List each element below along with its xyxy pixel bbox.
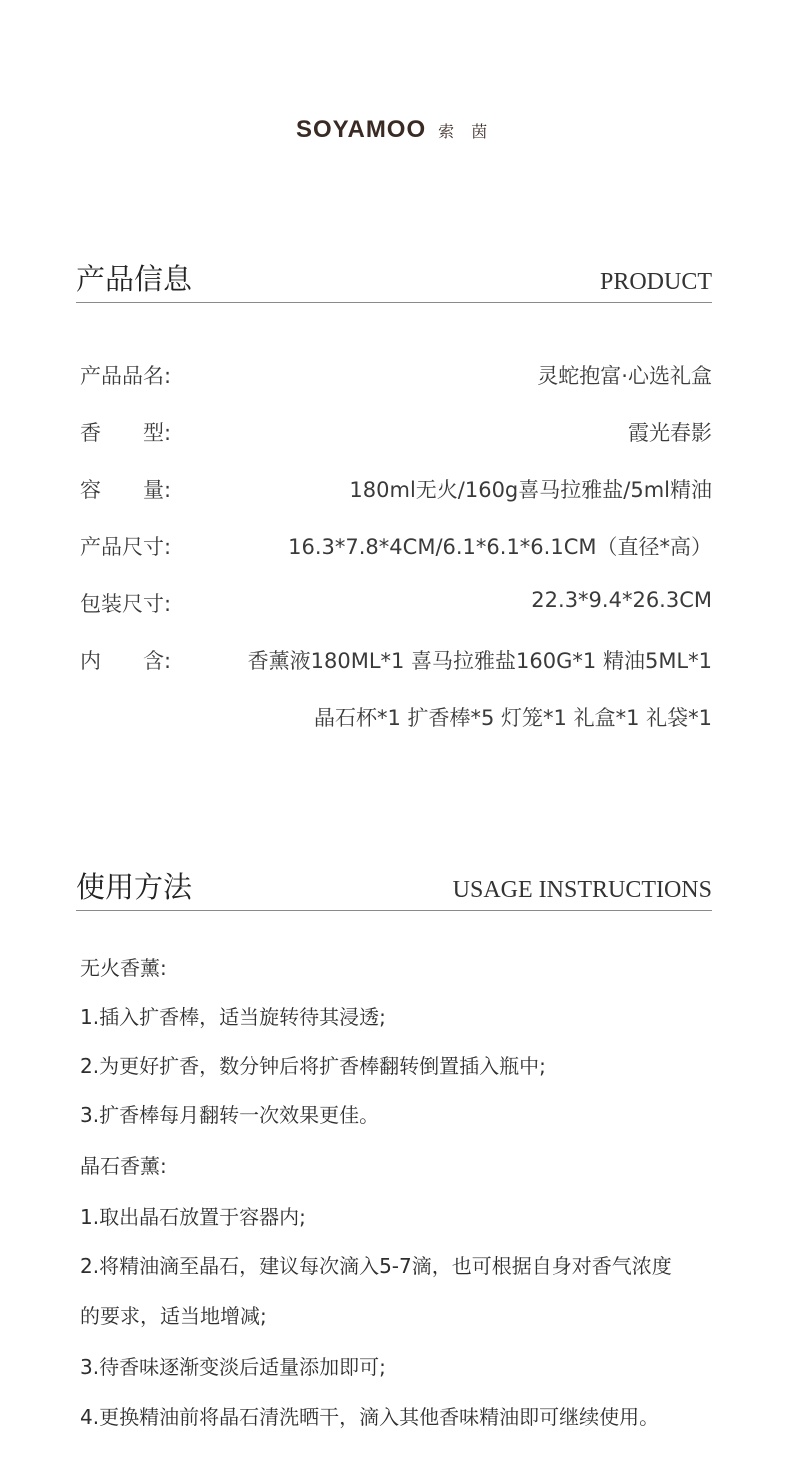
- spec-row-scent: [80, 417, 712, 447]
- spec-value: 霞光春影: [628, 421, 712, 445]
- spec-label: 产品尺寸:: [80, 535, 172, 559]
- usage-line: 2.将精油滴至晶石，建议每次滴入5-7滴，也可根据自身对香气浓度: [80, 1254, 672, 1278]
- spec-value: 香薰液180ML*1 喜马拉雅盐160G*1 精油5ML*1: [247, 649, 712, 673]
- usage-line: 2.为更好扩香，数分钟后将扩香棒翻转倒置插入瓶中;: [80, 1054, 546, 1078]
- spec-row-contents-continued: [80, 702, 712, 732]
- spec-row-capacity: [80, 474, 712, 504]
- spec-row-contents: [80, 645, 712, 675]
- usage-line: 1.插入扩香棒，适当旋转待其浸透;: [80, 1005, 386, 1029]
- logo-wordmark: SOYAMOO: [296, 116, 427, 143]
- spec-label: 产品品名:: [80, 364, 172, 388]
- spec-row-name: [80, 360, 712, 390]
- spec-value: 灵蛇抱富·心选礼盒: [537, 364, 712, 388]
- spec-value: 22.3*9.4*26.3CM: [531, 588, 712, 612]
- spec-value: 晶石杯*1 扩香棒*5 灯笼*1 礼盒*1 礼袋*1: [313, 706, 712, 730]
- usage-line: 4.更换精油前将晶石清洗晒干，滴入其他香味精油即可继续使用。: [80, 1405, 660, 1429]
- spec-label: 包装尺寸:: [80, 592, 172, 616]
- spec-row-package-size: [80, 588, 712, 618]
- usage-line: 晶石香薰:: [80, 1154, 167, 1178]
- product-title-cn: 产品信息: [76, 262, 193, 296]
- spec-value: 16.3*7.8*4CM/6.1*6.1*6.1CM（直径*高）: [288, 535, 712, 559]
- usage-line: 的要求，适当地增减;: [80, 1304, 267, 1328]
- product-title-en: PRODUCT: [599, 269, 712, 295]
- product-section-header: [76, 262, 712, 303]
- usage-line: 1.取出晶石放置于容器内;: [80, 1205, 306, 1229]
- usage-section-header: [76, 870, 712, 911]
- brand-logo: [296, 116, 493, 144]
- usage-title-en: USAGE INSTRUCTIONS: [452, 877, 712, 903]
- spec-label: 香 型:: [80, 421, 172, 445]
- spec-value: 180ml无火/160g喜马拉雅盐/5ml精油: [349, 478, 712, 502]
- usage-line: 3.扩香棒每月翻转一次效果更佳。: [80, 1103, 380, 1127]
- usage-line: 3.待香味逐渐变淡后适量添加即可;: [80, 1355, 386, 1379]
- spec-row-size: [80, 531, 712, 561]
- usage-title-cn: 使用方法: [76, 870, 193, 904]
- logo-cn-name: 索 茵: [438, 121, 494, 141]
- spec-label: 容 量:: [80, 478, 172, 502]
- usage-line: 无火香薰:: [80, 956, 167, 980]
- spec-label: 内 含:: [80, 649, 172, 673]
